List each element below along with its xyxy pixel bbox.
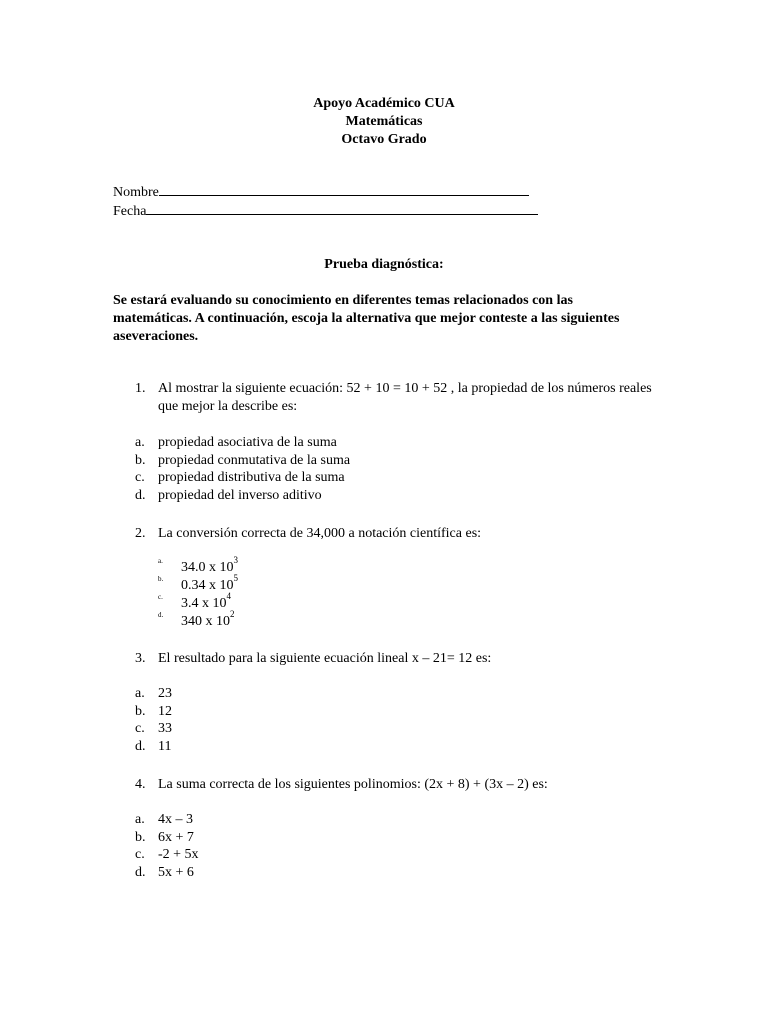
question-text: El resultado para la siguiente ecuación lineal x – 21= 12 es: bbox=[158, 651, 492, 666]
header-institution: Apoyo Académico CUA bbox=[313, 96, 455, 111]
option-letter: d. bbox=[135, 488, 146, 504]
option-letter: a. bbox=[135, 435, 145, 450]
option-base: 34.0 x 10 bbox=[181, 560, 234, 575]
option-text: 4x – 3 bbox=[158, 812, 193, 827]
question-number: 1. bbox=[135, 381, 146, 396]
option-letter: c. bbox=[135, 470, 145, 486]
document-header bbox=[0, 95, 768, 149]
question-1 bbox=[135, 380, 655, 416]
question-number: 2. bbox=[135, 526, 146, 541]
option-letter: a. bbox=[135, 686, 145, 701]
option-letter: b. bbox=[135, 452, 146, 468]
option-letter: d. bbox=[135, 865, 146, 881]
question-text: La conversión correcta de 34,000 a notación científica es: bbox=[158, 526, 482, 541]
option-text: 6x + 7 bbox=[158, 829, 194, 845]
option-letter: c. bbox=[135, 721, 145, 737]
header-subject: Matemáticas bbox=[345, 114, 423, 129]
question-text: Al mostrar la siguiente ecuación: 52 + 10 = 10 + 52 , la propiedad de los números reales que mejor la describe es: bbox=[158, 381, 652, 414]
question-number: 3. bbox=[135, 651, 146, 666]
question-text: La suma correcta de los siguientes polinomios: (2x + 8) + (3x – 2) es: bbox=[158, 777, 548, 792]
option-text: 12 bbox=[158, 703, 172, 719]
option-letter: d. bbox=[135, 739, 146, 755]
name-blank-line[interactable] bbox=[159, 182, 529, 196]
option-text: -2 + 5x bbox=[158, 847, 199, 863]
header-grade: Octavo Grado bbox=[341, 132, 427, 147]
option-text: propiedad distributiva de la suma bbox=[158, 470, 345, 486]
option-exponent: 5 bbox=[233, 573, 238, 584]
option-exponent: 3 bbox=[233, 555, 238, 566]
name-label: Nombre bbox=[113, 185, 159, 200]
option-exponent: 2 bbox=[230, 609, 235, 620]
name-field bbox=[113, 182, 529, 202]
option-text: 23 bbox=[158, 686, 172, 701]
option-letter: c. bbox=[135, 847, 145, 863]
option-base: 3.4 x 10 bbox=[181, 596, 227, 611]
instructions: Se estará evaluando su conocimiento en diferentes temas relacionados con las matemáticas. A continuación, escoja la alternativa que mejor conteste a las siguientes aseveraciones. bbox=[113, 293, 620, 344]
option-letter: b. bbox=[158, 575, 164, 583]
question-4 bbox=[135, 776, 655, 794]
option-letter: b. bbox=[135, 703, 146, 719]
option-letter: d. bbox=[158, 611, 164, 619]
option-text: 33 bbox=[158, 721, 172, 737]
option-letter: a. bbox=[158, 557, 163, 565]
date-label: Fecha bbox=[113, 204, 147, 219]
option-text: 11 bbox=[158, 739, 172, 755]
option-letter: c. bbox=[158, 593, 163, 601]
date-blank-line[interactable] bbox=[146, 201, 538, 215]
option-text: 5x + 6 bbox=[158, 865, 194, 881]
question-number: 4. bbox=[135, 777, 146, 792]
question-2 bbox=[135, 525, 655, 543]
date-field bbox=[113, 201, 538, 221]
option-base: 0.34 x 10 bbox=[181, 578, 234, 593]
test-title: Prueba diagnóstica: bbox=[324, 257, 444, 272]
option-base: 340 x 10 bbox=[181, 614, 230, 629]
option-text: propiedad asociativa de la suma bbox=[158, 435, 337, 450]
option-text: propiedad del inverso aditivo bbox=[158, 488, 322, 504]
option-letter: b. bbox=[135, 829, 146, 845]
option-exponent: 4 bbox=[226, 591, 231, 602]
option-letter: a. bbox=[135, 812, 145, 827]
option-text: propiedad conmutativa de la suma bbox=[158, 452, 351, 468]
question-3 bbox=[135, 650, 655, 668]
